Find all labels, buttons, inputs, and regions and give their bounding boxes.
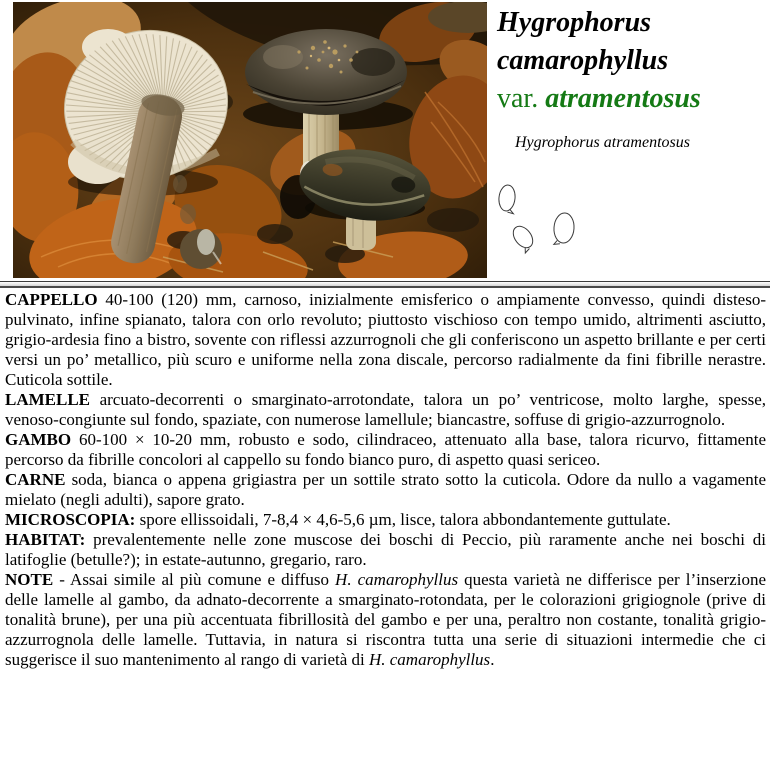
- description-sections: [5, 290, 766, 670]
- mushroom-photo: [13, 2, 487, 278]
- section-text: spore ellissoidali, 7-8,4 × 4,6-5,6 µm, lisce, talora abbondantemente guttulate.: [135, 510, 671, 529]
- section-label: GAMBO: [5, 430, 72, 449]
- mushroom-photo-illustration: [13, 2, 487, 278]
- section-label: CARNE: [5, 470, 66, 489]
- section-label: HABITAT:: [5, 530, 86, 549]
- description-paragraph: [5, 290, 766, 390]
- section-text: arcuato-decorrenti o smarginato-arrotondate, talora un po’ ventricose, molto larghe, spesse, venoso-congiunte sul fondo, spaziate, con numerose lamellule; biancastre, soffuse di grigio-azzurrognolo.: [5, 390, 766, 429]
- spore-drawing-1: [497, 184, 516, 214]
- section-label: CAPPELLO: [5, 290, 98, 309]
- section-label: NOTE: [5, 570, 54, 589]
- spore-drawing-3: [553, 212, 575, 245]
- section-text: questa varietà ne differisce per l’inserzione delle lamelle al gambo, da adnato-decorrente a smarginato-rotondata, per le colorazioni grigiognole (prive di tonalità brune), per una più accentuata fibrillosità del gambo e per una, peraltro non costante, tonalità grigio-azzurrognola delle lamelle. Tuttavia, in natura si riscontra tutta una serie di situazioni intermedie che ci suggerisce il suo mantenimento al rango di varietà di: [5, 570, 766, 669]
- title-block: [497, 4, 767, 153]
- description-paragraph: [5, 430, 766, 470]
- section-label: MICROSCOPIA:: [5, 510, 136, 529]
- description-paragraph: [5, 390, 766, 430]
- species-name-italic: H. camarophyllus: [335, 570, 459, 589]
- section-divider: [0, 281, 770, 288]
- species-title: camarophyllus: [497, 45, 669, 76]
- description-paragraph: [5, 510, 766, 530]
- species-name-italic: H. camarophyllus: [368, 650, 491, 669]
- variety-title: [497, 80, 767, 118]
- section-text: .: [490, 650, 495, 669]
- section-text: prevalentemente nelle zone muscose dei boschi di Peccio, più raramente anche nei boschi di latifoglie (betulle?); in estate-autunno, gregario, raro.: [5, 530, 766, 569]
- synonym-name: Hygrophorus atramentosus: [515, 134, 690, 151]
- section-text: soda, bianca o appena grigiastra per un sottile strato sotto la cuticola. Odore da nullo a vagamente mielato (negli adulti), sapore grato.: [5, 470, 766, 509]
- section-text: 40-100 (120) mm, carnoso, inizialmente emisferico o ampiamente convesso, quindi disteso-pulvinato, infine spianato, talora con orlo revoluto; piuttosto vischioso con tempo umido, altrimenti asciutto, grigio-ardesia fino a bistro, sovente con riflessi azzurrognoli che gli conferiscono un aspetto brillante e per certi versi un po’ metallico, più scuro e uniforme nella zona discale, percorso radialmente da fini fibrille nerastre. Cuticola sottile.: [5, 290, 766, 389]
- description-paragraph: [5, 470, 766, 510]
- spore-drawings: [488, 178, 598, 258]
- variety-name: atramentosus: [545, 83, 701, 114]
- description-paragraph: [5, 570, 766, 670]
- genus-title: Hygrophorus: [497, 7, 652, 38]
- section-text: 60-100 × 10-20 mm, robusto e sodo, cilindraceo, attenuato alla base, talora ricurvo, fittamente percorso da fibrille concolori al cappello su fondo bianco puro, di aspetto quasi sericeo.: [5, 430, 766, 469]
- spore-drawing-2: [509, 223, 538, 253]
- section-text: - Assai simile al più comune e diffuso: [53, 570, 336, 589]
- variety-prefix: var.: [497, 83, 539, 114]
- section-label: LAMELLE: [5, 390, 91, 409]
- description-paragraph: [5, 530, 766, 570]
